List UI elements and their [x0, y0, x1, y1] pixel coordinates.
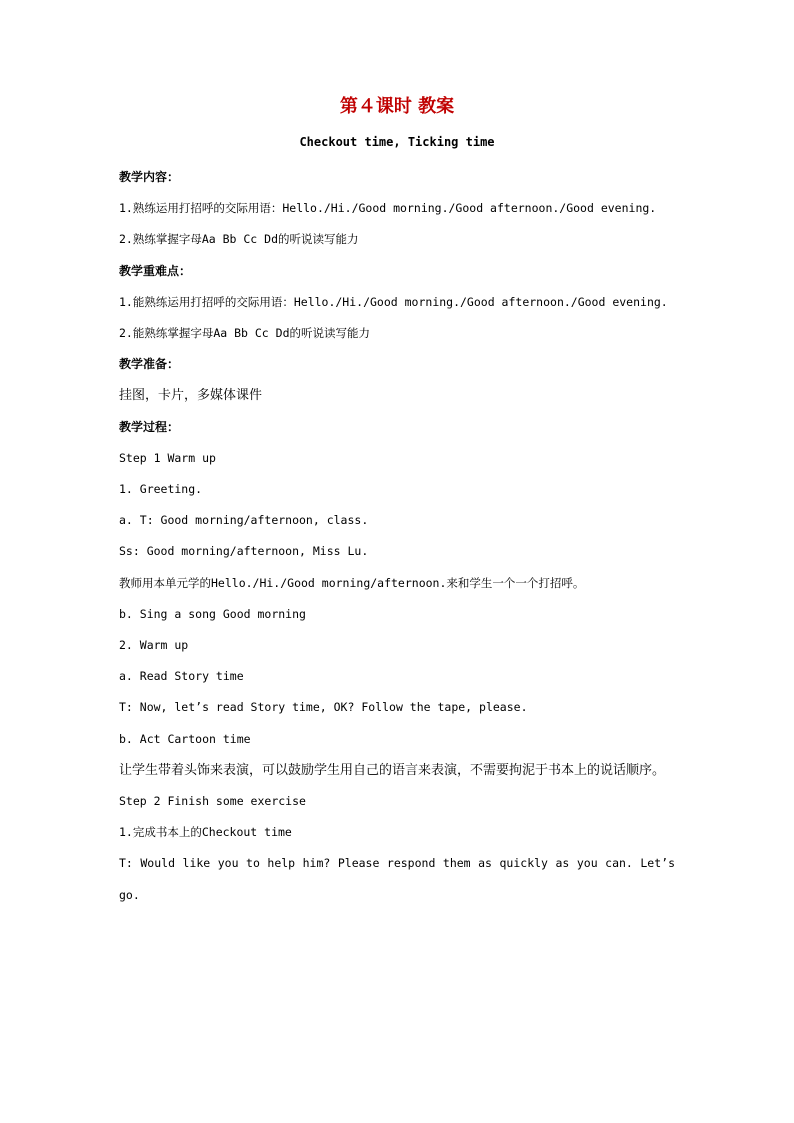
paragraph: T: Would like you to help him? Please respond them as quickly as you can. Let’s go.	[119, 856, 675, 902]
paragraph: 挂图，卡片，多媒体课件	[119, 388, 263, 404]
document-body	[119, 162, 675, 911]
paragraph: 2. Warm up	[119, 638, 189, 653]
paragraph: 1.完成书本上的Checkout time	[119, 825, 292, 840]
section-heading-difficulty: 教学重难点：	[119, 263, 192, 278]
paragraph: b. Sing a song Good morning	[119, 606, 306, 621]
paragraph: Step 1 Warm up	[119, 450, 216, 465]
paragraph: 让学生带着头饰来表演，可以鼓励学生用自己的语言来表演，不需要拘泥于书本上的说话顺序。	[119, 762, 666, 778]
paragraph: a. Read Story time	[119, 669, 244, 684]
paragraph: b. Act Cartoon time	[119, 731, 251, 746]
section-heading-preparation: 教学准备：	[119, 357, 180, 372]
paragraph: 1. Greeting.	[119, 482, 203, 497]
paragraph: Ss: Good morning/afternoon, Miss Lu.	[119, 544, 369, 559]
paragraph: 1.能熟练运用打招呼的交际用语：Hello./Hi./Good morning./Good afternoon./Good evening.	[119, 294, 668, 309]
paragraph: a. T: Good morning/afternoon, class.	[119, 513, 369, 528]
paragraph: 2.能熟练掌握字母Aa Bb Cc Dd的听说读写能力	[119, 326, 371, 341]
page-subtitle: Checkout time, Ticking time	[299, 135, 495, 149]
page-title: 第４课时 教案	[339, 96, 455, 117]
paragraph: 1.熟练运用打招呼的交际用语：Hello./Hi./Good morning./Good afternoon./Good evening.	[119, 201, 657, 216]
paragraph: 2.熟练掌握字母Aa Bb Cc Dd的听说读写能力	[119, 232, 359, 247]
section-heading-process: 教学过程：	[119, 419, 180, 434]
paragraph: Step 2 Finish some exercise	[119, 794, 306, 809]
paragraph: 教师用本单元学的Hello./Hi./Good morning/afternoon.来和学生一个一个打招呼。	[119, 575, 585, 590]
section-heading-content: 教学内容：	[119, 170, 180, 184]
paragraph: T: Now, let’s read Story time, OK? Follow the tape, please.	[119, 700, 528, 715]
